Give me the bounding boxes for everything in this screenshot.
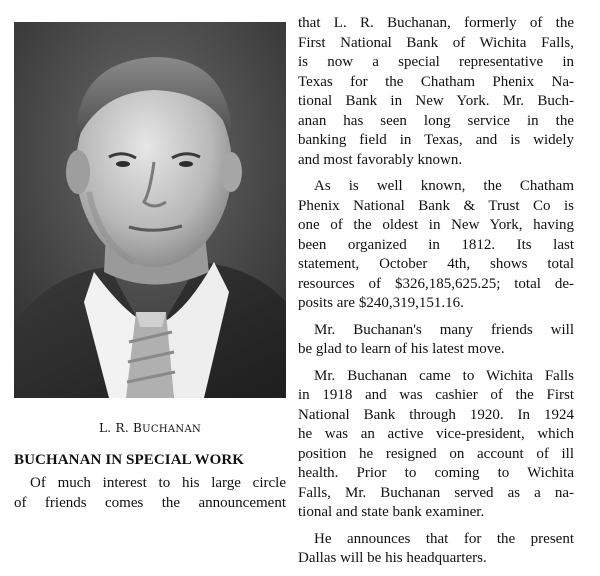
text-line: health. Prior to coming to Wichita	[298, 465, 574, 481]
article-paragraph	[298, 14, 574, 170]
portrait-illustration	[14, 22, 286, 398]
caption-surname-smallcaps: UCHANAN	[142, 424, 202, 435]
text-line: Texas for the Chatham Phenix Na-	[298, 73, 574, 90]
right-column-text	[298, 14, 574, 576]
text-line: that L. R. Buchanan, formerly of the	[298, 15, 574, 31]
text-line: First National Bank of Wichita Falls,	[298, 34, 574, 51]
text-line: Mr. Buchanan came to Wichita Falls	[314, 367, 574, 384]
text-line: be glad to learn of his latest move.	[298, 341, 505, 357]
article-headline: BUCHANAN IN SPECIAL WORK	[14, 452, 245, 468]
left-column-text	[14, 474, 286, 513]
text-line: been organized in 1812. Its last	[298, 236, 574, 253]
text-line: anan has seen long service in the	[298, 112, 574, 129]
text-line: in 1918 and was cashier of the First	[298, 387, 574, 403]
portrait-photo	[14, 22, 286, 398]
text-line: Of much interest to his large circle	[30, 475, 286, 491]
text-line: tional Bank in New York. Mr. Buch-	[298, 93, 574, 109]
text-line: one of the oldest in New York, having	[298, 217, 574, 233]
article-paragraph	[298, 367, 574, 523]
text-line: is now a special representative in	[298, 54, 574, 70]
text-line: resources of $326,185,625.25; total de-	[298, 275, 574, 292]
caption-initials: L. R. B	[98, 421, 143, 435]
text-line: he was an active vice-president, which	[298, 426, 574, 442]
photo-caption	[14, 421, 286, 435]
article-paragraph	[298, 530, 574, 569]
text-line: Phenix National Bank & Trust Co is	[298, 197, 574, 214]
text-line: banking field in Texas, and is widely	[298, 132, 574, 148]
text-line: posits are $240,319,151.16.	[298, 295, 464, 311]
text-line: He announces that for the present	[314, 530, 574, 547]
text-line: tional and state bank examiner.	[298, 504, 485, 520]
text-line: and most favorably known.	[298, 151, 463, 168]
text-line: position he resigned on account of ill	[298, 445, 574, 462]
text-line: of friends comes the announcement	[14, 494, 286, 511]
text-line: As is well known, the Chatham	[314, 178, 574, 194]
text-line: Dallas will be his headquarters.	[298, 550, 487, 566]
text-line: National Bank through 1920. In 1924	[298, 406, 574, 423]
text-line: Mr. Buchanan's many friends will	[314, 321, 574, 338]
text-line: Falls, Mr. Buchanan served as a na-	[298, 484, 574, 501]
article-paragraph	[298, 177, 574, 314]
text-line: statement, October 4th, shows total	[298, 256, 574, 272]
article-paragraph	[298, 321, 574, 360]
